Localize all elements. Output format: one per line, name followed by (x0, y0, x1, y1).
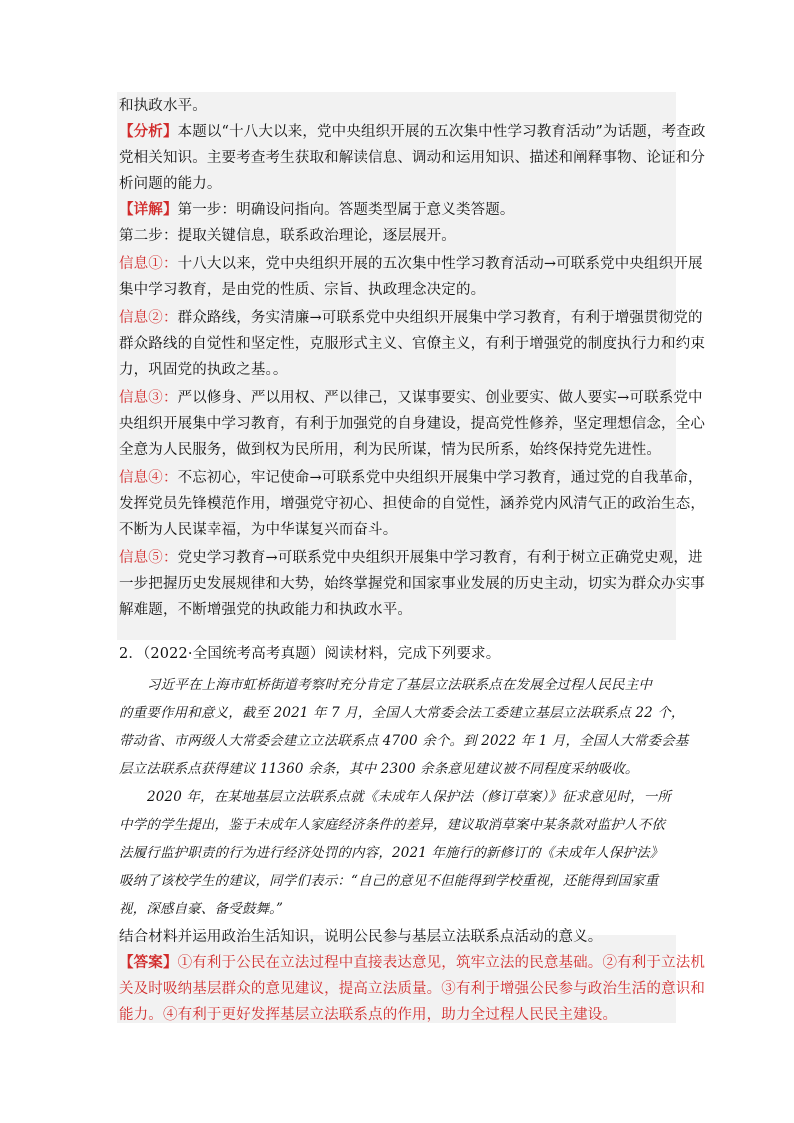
info-3-line-2: 央组织开展集中学习教育，有利于加强党的自身建设，提高党性修养，坚定理想信念，全心 (119, 416, 705, 432)
info-3-label: 信息③： (119, 390, 178, 406)
material-line-5: 2020 年，在某地基层立法联系点就《未成年人保护法（修订草案）》征求意见时，一所 (147, 789, 672, 805)
info-3-line-1: 信息③：严以修身、严以用权、严以律己，又谋事要实、创业要实、做人要实→可联系党中 (119, 390, 703, 406)
info-1-line-1: 信息①：十八大以来，党中央组织开展的五次集中性学习教育活动→可联系党中央组织开展 (119, 256, 703, 272)
info-5-line-1: 信息⑤：党史学习教育→可联系党中央组织开展集中学习教育，有利于树立正确党史观，进 (119, 550, 703, 566)
info-1-label: 信息①： (119, 256, 178, 272)
analysis-line-2: 党相关知识。主要考查考生获取和解读信息、调动和运用知识、描述和阐释事物、论证和分 (119, 150, 705, 166)
info-2-line-3: 力，巩固党的执政之基。。 (119, 362, 288, 378)
info-2-line-1: 信息②：群众路线，务实清廉→可联系党中央组织开展集中学习教育，有利于增强贯彻党的 (119, 310, 703, 326)
material-line-9: 视，深感自豪、备受鼓舞。” (119, 901, 284, 917)
material-line-7: 法履行监护职责的行为进行经济处罚的内容，2021 年施行的新修订的《未成年人保护法》 (119, 845, 664, 861)
analysis-label: 【分析】 (119, 123, 178, 140)
info-3-line-3: 全意为人民服务，做到权为民所用，利为民所谋，情为民所系，始终保持党先进性。 (119, 442, 662, 458)
material-line-1: 习近平在上海市虹桥街道考察时充分肯定了基层立法联系点在发展全过程人民民主中 (147, 677, 653, 693)
material-line-4: 层立法联系点获得建议 11360 余条，其中 2300 余条意见建议被不同程度采纳吸收。 (119, 761, 639, 777)
answer-label: 【答案】 (119, 954, 178, 971)
info-4-line-2: 发挥党员先锋模范作用，增强党守初心、担使命的自觉性，涵养党内风清气正的政治生态， (119, 496, 705, 512)
analysis-line-1 (119, 119, 706, 145)
analysis-line-3: 析问题的能力。 (119, 176, 222, 192)
info-5-label: 信息⑤： (119, 550, 178, 566)
question-2-requirement: 结合材料并运用政治生活知识，说明公民参与基层立法联系点活动的意义。 (119, 929, 603, 945)
question-2-source: （2022·全国统考高考真题） (143, 646, 325, 662)
detail-step-1 (119, 197, 674, 223)
question-2-heading (119, 641, 674, 667)
info-4-line-3: 不断为人民谋幸福，为中华谋复兴而奋斗。 (119, 522, 398, 538)
question-2-material (119, 671, 689, 923)
info-4-label: 信息④： (119, 470, 178, 486)
analysis-text-1: 本题以“十八大以来，党中央组织开展的五次集中性学习教育活动”为话题，考查政 (177, 124, 706, 140)
analysis-section (119, 93, 706, 623)
material-line-2: 的重要作用和意义，截至 2021 年 7 月，全国人大常委会法工委建立基层立法联系点 22 个， (119, 705, 685, 721)
info-4-line-1: 信息④：不忘初心，牢记使命→可联系党中央组织开展集中学习教育，通过党的自我革命， (119, 470, 703, 486)
analysis-continuation: 和执政水平。 (119, 98, 207, 114)
detail-label: 【详解】 (119, 201, 178, 218)
info-2-line-2: 群众路线的自觉性和坚定性，克服形式主义、官僚主义，有利于增强党的制度执行力和约束 (119, 336, 705, 352)
detail-step-2: 第二步：提取关键信息，联系政治理论，逐层展开。 (119, 228, 456, 244)
material-line-8: 吸纳了该校学生的建议，同学们表示：“自己的意见不但能得到学校重视，还能得到国家重 (119, 873, 659, 889)
question-2 (119, 641, 706, 1028)
question-2-number: 2． (119, 646, 144, 662)
answer-line-1: 【答案】①有利于公民在立法过程中直接表达意见，筑牢立法的民意基础。②有利于立法机 (119, 954, 706, 971)
question-2-prompt: 阅读材料，完成下列要求。 (324, 646, 501, 662)
answer-line-2: 关及时吸纳基层群众的意见建议，提高立法质量。③有利于增强公民参与政治生活的意识和 (119, 981, 705, 997)
detail-step-1-text: 第一步：明确设问指向。答题类型属于意义类答题。 (177, 202, 515, 218)
material-line-6: 中学的学生提出，鉴于未成年人家庭经济条件的差异，建议取消草案中某条款对监护人不依 (119, 817, 665, 833)
material-line-3: 带动省、市两级人大常委会建立立法联系点 4700 余个。到 2022 年 1 月，全国人大常委会基 (119, 733, 689, 749)
info-5-line-2: 一步把握历史发展规律和大势，始终掌握党和国家事业发展的历史主动，切实为群众办实事 (119, 576, 705, 592)
info-1-line-2: 集中学习教育，是由党的性质、宗旨、执政理念决定的。 (119, 282, 486, 298)
info-5-line-3: 解难题，不断增强党的执政能力和执政水平。 (119, 602, 412, 618)
answer-line-3: 能力。④有利于更好发挥基层立法联系点的作用，助力全过程人民民主建设。 (119, 1007, 618, 1023)
info-2-label: 信息②： (119, 310, 178, 326)
